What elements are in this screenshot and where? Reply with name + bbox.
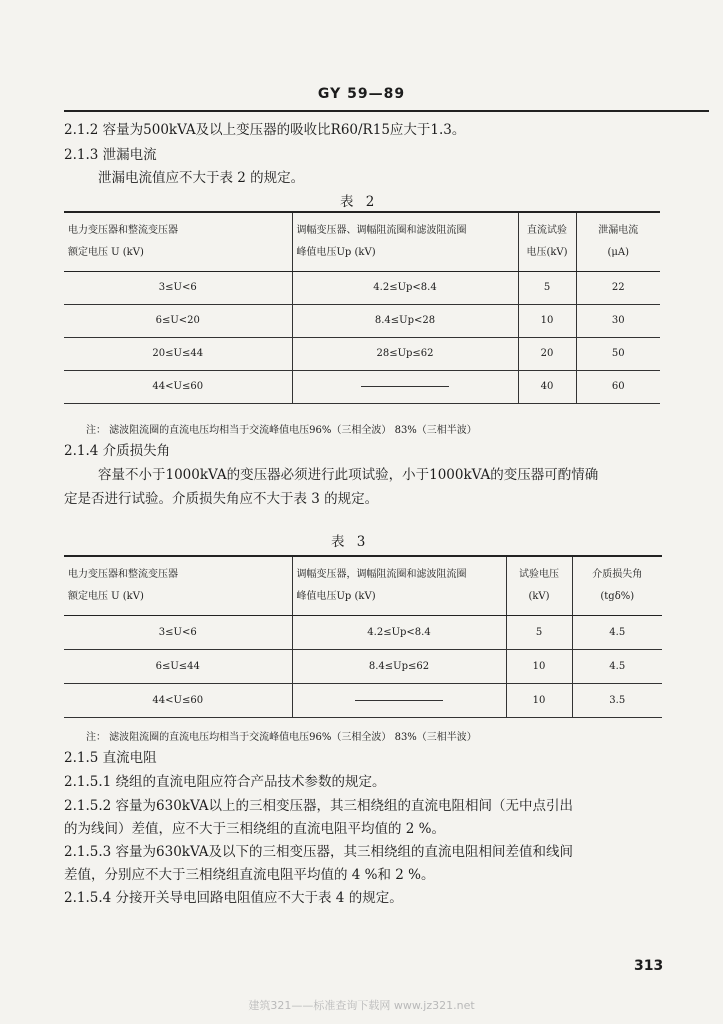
clause-2-1-5-1: 2.1.5.1 绕组的直流电阻应符合产品技术参数的规定。 bbox=[64, 774, 386, 790]
clause-2-1-5-2-line2: 的为线间）差值，应不大于三相绕组的直流电阻平均值的 2 %。 bbox=[64, 821, 445, 837]
watermark-text: 建筑321——标准查询下载网 www.jz321.net bbox=[248, 999, 475, 1012]
clause-2-1-4-title: 2.1.4 介质损失角 bbox=[64, 443, 171, 459]
table-3-header-dielectric-loss: 介质损失角 (tgδ%) bbox=[572, 557, 662, 615]
table-row: 6≤U≤44 8.4≤Up≤62 10 4.5 bbox=[64, 649, 662, 683]
clause-2-1-5-3-line1: 2.1.5.3 容量为630kVA及以下的三相变压器，其三相绕组的直流电阻相间差值和线间 bbox=[64, 844, 574, 860]
clause-2-1-4-text-line1: 容量不小于1000kVA的变压器必须进行此项试验，小于1000kVA的变压器可酌情确 bbox=[98, 467, 599, 483]
table-2-caption: 表 2 bbox=[340, 194, 379, 210]
clause-2-1-4-text-line2: 定是否进行试验。介质损失角应不大于表 3 的规定。 bbox=[64, 491, 379, 507]
clause-2-1-5-3-line2: 差值，分别应不大于三相绕组直流电阻平均值的 4 %和 2 %。 bbox=[64, 867, 435, 883]
table-2-header-leakage-current: 泄漏电流 (μA) bbox=[576, 213, 660, 271]
standard-code-header: GY 59—89 bbox=[317, 86, 406, 102]
page-number: 313 bbox=[634, 958, 664, 974]
table-2-header-dc-test-voltage: 直流试验 电压(kV) bbox=[518, 213, 576, 271]
table-row: 3≤U<6 4.2≤Up<8.4 5 4.5 bbox=[64, 615, 662, 649]
table-3-header-rated-voltage: 电力变压器和整流变压器 额定电压 U (kV) bbox=[64, 557, 292, 615]
table-3-header-test-voltage: 试验电压 (kV) bbox=[506, 557, 572, 615]
table-row: 44<U≤60 40 60 bbox=[64, 370, 660, 403]
table-3-note: 注： 滤波阻流圈的直流电压均相当于交流峰值电压96%（三相全波） 83%（三相半波） bbox=[86, 732, 477, 743]
header-rule bbox=[64, 110, 709, 112]
table-3-caption: 表 3 bbox=[331, 534, 370, 550]
clause-2-1-5-4: 2.1.5.4 分接开关导电回路电阻值应不大于表 4 的规定。 bbox=[64, 890, 403, 906]
clause-2-1-3-text: 泄漏电流值应不大于表 2 的规定。 bbox=[98, 170, 305, 186]
table-3-header-peak-voltage: 调幅变压器，调幅阻流圈和滤波阻流圈 峰值电压Up (kV) bbox=[292, 557, 506, 615]
table-2-header-rated-voltage: 电力变压器和整流变压器 额定电压 U (kV) bbox=[64, 213, 292, 271]
table-row: 44<U≤60 10 3.5 bbox=[64, 683, 662, 717]
table-2 bbox=[64, 213, 660, 404]
not-applicable-dash bbox=[355, 700, 443, 701]
clause-2-1-5-title: 2.1.5 直流电阻 bbox=[64, 750, 157, 766]
table-row: 3≤U<6 4.2≤Up<8.4 5 22 bbox=[64, 271, 660, 304]
clause-2-1-2: 2.1.2 容量为500kVA及以上变压器的吸收比R60/R15应大于1.3。 bbox=[64, 122, 466, 138]
clause-2-1-3-title: 2.1.3 泄漏电流 bbox=[64, 147, 157, 163]
table-row: 6≤U<20 8.4≤Up<28 10 30 bbox=[64, 304, 660, 337]
table-2-header-peak-voltage: 调幅变压器、调幅阻流圈和滤波阻流圈 峰值电压Up (kV) bbox=[292, 213, 518, 271]
not-applicable-dash bbox=[361, 386, 449, 387]
table-2-note: 注： 滤波阻流圈的直流电压均相当于交流峰值电压96%（三相全波） 83%（三相半波） bbox=[86, 425, 477, 436]
table-row: 20≤U≤44 28≤Up≤62 20 50 bbox=[64, 337, 660, 370]
table-3 bbox=[64, 557, 662, 718]
clause-2-1-5-2-line1: 2.1.5.2 容量为630kVA以上的三相变压器，其三相绕组的直流电阻相间（无中点引出 bbox=[64, 798, 574, 814]
